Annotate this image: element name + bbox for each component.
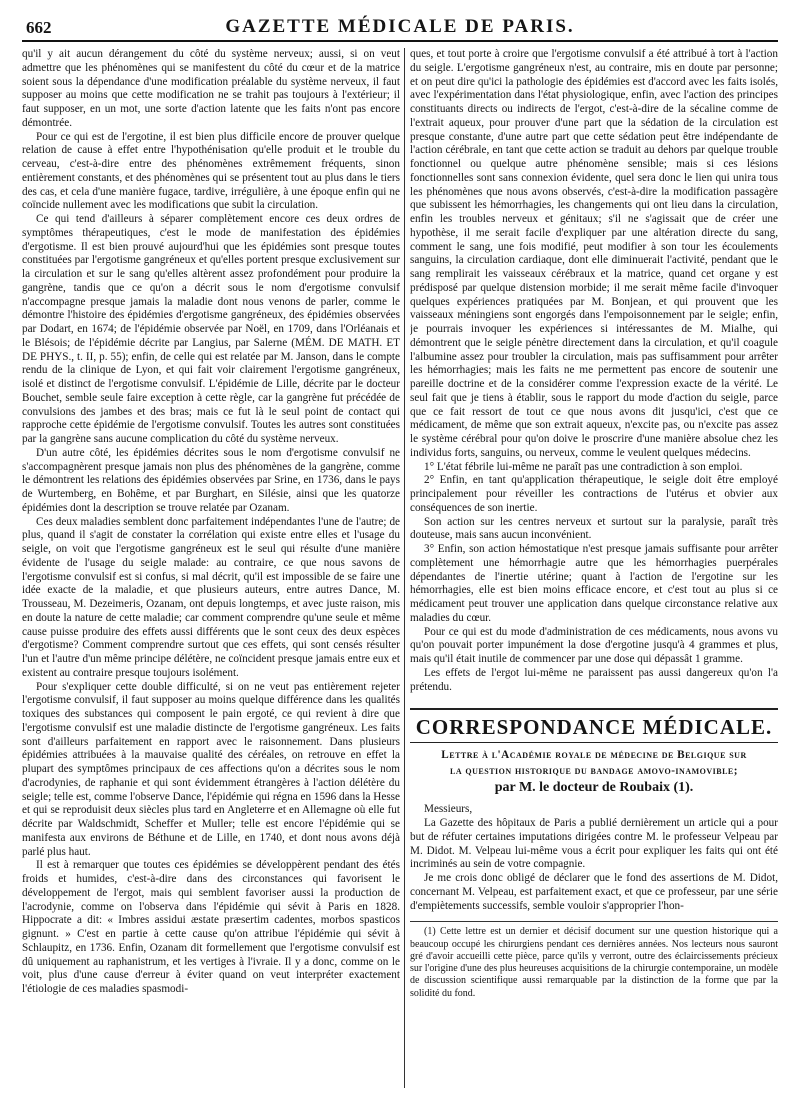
subtitle-line-2: la question historique du bandage amovo-inamovible;	[450, 765, 738, 778]
header-rule	[22, 40, 778, 42]
page-number: 662	[26, 18, 52, 37]
paragraph: Les effets de l'ergot lui-même ne paraissent pas aussi dangereux qu'on l'a prétendu.	[410, 666, 778, 693]
paragraph: Pour ce qui est de l'ergotine, il est bien plus difficile encore de prouver quelque relation de cause à effet entre l'hypothénisation qu'elle produit et le trouble du cerveau, c'est-à-dire entre des phénomènes extrêmement fréquents, sinon entièrement constants, et des phénomènes qui se présentent tout au plus dans le tiers des cas, et cela d'une manière fugace, tardive, irrégulière, à une époque enfin qui ne coïncide nullement avec les modifications que subit la circulation.	[22, 130, 400, 212]
paragraph: La Gazette des hôpitaux de Paris a publié dernièrement un article qui a pour but de réfuter certaines imputations dirigées contre M. le professeur Velpeau par M. Didot. M. Velpeau lui-même vous a écrit pour expliquer les faits qui ont été incriminés au sein de votre compagnie.	[410, 817, 778, 871]
paragraph: 3° Enfin, son action hémostatique n'est presque jamais suffisante pour arrêter complètement une hémorrhagie autre que les hémorrhagies puerpérales dépendantes de l'inertie utérine; quant à l'action de l'ergotine sur les hémorrhagies, elle est bien moins efficace encore, et c'est tout au plus si ce médicament peut trouver une application dans quelque circonstance relative aux maladies du cœur.	[410, 543, 778, 624]
right-column	[410, 48, 778, 1088]
paragraph: Ce qui tend d'ailleurs à séparer complètement encore ces deux ordres de symptômes thérapeutiques, c'est le mode de manifestation des épidémies d'ergotisme. Il est bien prouvé aujourd'hui que les épidémies sont presque toutes constituées par l'ergotisme gangréneux et qu'elles portent presque exclusivement sur la circulation et sur le sang qu'elles altèrent assez profondément pour produire la gangrène, tandis que ce qu'on a décrit sous le nom d'ergotisme convulsif n'accompagne presque jamais la maladie dont nous venons de parler, comme le démontre l'histoire des épidémies d'ergotisme gangréneux, des épidémies observées par Dodart, en 1674; de l'épidémie observée par Noël, en 1709, dans l'Orléanais et le Blésois; de l'épidémie décrite par Langius, par Salerne (MÉM. DE MATH. ET DE PHYS., t. II, p. 55); enfin, de celle qui est relatée par M. Janson, dans le compte rendu de la clinique de Lyon, et qui fait voir clairement l'ergotisme gangréneux, isolé et distinct de l'ergotisme convulsif. L'épidémie de Lille, décrite par le docteur Bouchet, semble seule faire exception à cette règle, car la gangrène fut précédée de convulsions des jambes et des bras; mais ce fut là le seul point de contact qui rapproche cette épidémie de l'ergotisme convulsif. Toutes les autres sont constituées par la gangrène sans aucune complication du côté du système nerveux.	[22, 213, 400, 445]
paragraph: Pour s'expliquer cette double difficulté, si on ne veut pas entièrement rejeter l'ergotisme convulsif, il faut supposer au moins quelque différence dans les qualités toxiques des substances qui composent le pain ergoté, ce qui revient à dire que l'ergotisme convulsif est une maladie distincte de l'ergotisme gangréneux. Les faits sont d'ailleurs parfaitement en rapport avec le raisonnement. Dans plusieurs épidémies attribuées à la mauvaise qualité des céréales, on retrouve en effet la plupart des symptômes principaux de ces affections qu'on a décrites sous le nom d'acrodynies, de raphanie et qui sont évidemment étrangères à l'action délétère du seigle; telle est, comme l'observe Dance, l'épidémie qui régna en 1596 dans la Hesse et qui se reproduisit deux siècles plus tard en Angleterre et en Allemagne où elle fut décrite par Waldschmidt, Scheffer et Muller; telle est encore l'épidémie qui se manifesta aux environs de Béthune et de Lille, en 1740, et dont nous avons déjà parlé plus haut.	[22, 680, 400, 858]
paragraph: Son action sur les centres nerveux et surtout sur la paralysie, paraît très douteuse, mais sans aucun inconvénient.	[410, 515, 778, 542]
footnote-rule	[410, 921, 778, 922]
paragraph: Il est à remarquer que toutes ces épidémies se développèrent pendant des étés froids et humides, c'est-à-dire dans des circonstances qui favorisent le développement de l'ergot, mais qui semblent favoriser aussi la production de l'acrodynie, comme on l'observa dans l'épidémie qui sévit à Paris en 1828. Hippocrate a dit: « Imbres assidui æstate præsertim cadentes, morbos spasticos gignunt. » C'est en partie à cette cause qu'on attribue l'épidémie qui sévit à Schlaupitz, en 1736. Enfin, Ozanam dit formellement que l'ergotisme convulsif est dû uniquement au raphanistrum, et les vertiges à l'ivraie. Il y a donc, comme on le voit, plus d'une cause d'erreur à éviter quand on veut interpréter exactement l'étiologie de ces maladies spasmodi-	[22, 859, 400, 995]
paragraph: ques, et tout porte à croire que l'ergotisme convulsif a été attribué à tort à l'action du seigle. L'ergotisme gangréneux n'est, au contraire, mis en doute par personne; et on peut dire qu'ici la pathologie des épidémies est d'accord avec les faits isolés, avec l'expérimentation dans l'état physiologique, enfin, avec l'action des principes constituants directs ou indirects de l'ergot, c'est-à-dire de la sécaline comme de l'extrait aqueux, pour prouver d'une part que la sédation de la circulation est presque constante, d'une autre part que cette sédation peut être indépendante de l'action cérébrale, en tant que cette action se traduit au dehors par quelque trouble fonctionnel ou quelque autre phénomène sensible; mais si ces lésions fonctionnelles sont sans connexion évidente, quel sera donc le lien qui unira tous les phénomènes que nous avons observés, c'est-à-dire la modification passagère que subissent les hémorrhagies, les changements qui ont lieu dans la circulation, enfin les troubles nerveux et génitaux; s'il ne s'agissait que de créer une hypothèse, il me serait facile d'expliquer par une altération directe du sang, comment le sang, une fois modifié, peut modifier à son tour les écoulements sanguins, la circulation cardiaque, dont elle diminuerait l'activité, pendant que le sang remplirait les vaisseaux cérébraux et la matrice, quand cet organe y est prédisposé par quelque distension morbide; il me serait même facile d'invoquer quelques expériences pratiquées par M. Bonjean, et qui prouvent que les vaisseaux méningiens sont engorgés dans l'empoisonnement par le seigle; enfin, je pourrais invoquer les expériences si intéressantes de M. Mialhe, qui démontrent que le seigle pénètre directement dans la circulation, et qu'il coagule l'albumine assez pour troubler la circulation, mais pas suffisamment pour arrêter les hémorrhagies; mais les faits ne me permettent pas encore de soutenir une pareille doctrine et de la considérer comme l'expression exacte de la vérité. Le seul fait que je tiens à établir, sous le rapport du mode d'action du seigle, parce que ce fait ressort de tout ce que nous avons dit jusqu'ici, c'est que ce médicament, de même que son extrait aqueux, n'excite pas, ou n'excite pas assez le système cérébral pour qu'on doive le proscrire d'une manière absolue chez les individus forts, sanguins, ou nerveux, comme le veulent quelques médecins.	[410, 48, 778, 459]
column-divider	[404, 48, 405, 1088]
paragraph: Ces deux maladies semblent donc parfaitement indépendantes l'une de l'autre; de plus, quand il s'agit de constater la corrélation qui existe entre elles et l'usage du seigle, on voit que l'ergotisme gangréneux est le seul qui résulte d'une manière évidente de l'usage du seigle malade: au contraire, ce que nous savons de l'ergotisme convulsif est si confus, si mal décrit, qu'il est impossible de se faire une idée exacte de la maladie, et que plusieurs auteurs, entre autres Dance, M. Trousseau, M. Dezeimeris, Ozanam, ont depuis longtemps, et avec juste raison, mis en doute la nature de cette maladie; car comment comprendre qu'une seule et même cause puisse produire des effets aussi différents que le sont ceux des deux espèces d'ergotisme? Comment comprendre surtout que ces effets, qui sont censés résulter l'un et l'autre d'un même principe délétère, ne coïncident presque jamais entre eux et existent au contraire presque toujours isolément.	[22, 515, 400, 679]
paragraph: qu'il y ait aucun dérangement du côté du système nerveux; aussi, si on veut admettre que les phénomènes qui se manifestent du côté du cœur et de la matrice soient sous la dépendance d'une modification préalable du système nerveux, il faut supposer au moins que cette modification ne se trahit pas toujours à l'extérieur; il faut supposer, en un mot, une sorte d'action latente que les faits n'ont pas encore démontrée.	[22, 48, 400, 129]
paragraph: Pour ce qui est du mode d'administration de ces médicaments, nous avons vu qu'on pouvait porter impunément la dose d'ergotine jusqu'à 4 grammes et plus, mais qu'il était inutile de commencer par une dose qui dépassât 1 gramme.	[410, 625, 778, 665]
paragraph: D'un autre côté, les épidémies décrites sous le nom d'ergotisme convulsif ne s'accompagnèrent presque jamais non plus des phénomènes de la gangrène, comme le démontrent les relations des épidémies observées par Srine, en 1736, dans le pays de Wurtemberg, en Bohême, et par Burghart, en Silésie, ainsi que les quatorze épidémies dont la description se trouve relatée par Ozanam.	[22, 446, 400, 514]
section-title: CORRESPONDANCE MÉDICALE.	[415, 715, 773, 740]
article-subtitle	[410, 747, 778, 779]
footnote: (1) Cette lettre est un dernier et décisif document sur une question historique qui a beaucoup occupé les chirurgiens pendant ces dernières années. Nos lecteurs nous sauront gré d'avoir accueilli cette pièce, parce qu'ils y verront, outre des éclaircissements précieux sur l'origine d'une des plus heureuses acquisitions de la chirurgie contemporaine, un modèle de discussion scientifique aussi remarquable par la distinction de la forme que par la solidité du fond.	[410, 926, 778, 999]
paragraph: 1° L'état fébrile lui-même ne paraît pas une contradiction à son emploi.	[424, 460, 743, 473]
running-title: GAZETTE MÉDICALE DE PARIS.	[225, 16, 575, 37]
left-column	[22, 48, 400, 1088]
page-header	[22, 12, 778, 42]
salutation: Messieurs,	[424, 803, 473, 816]
paragraph: 2° Enfin, en tant qu'application thérapeutique, le seigle doit être employé principalement pour réveiller les contractions de l'utérus et obvier aux conséquences de son inertie.	[410, 474, 778, 514]
paragraph: Je me crois donc obligé de déclarer que le fond des assertions de M. Didot, concernant M. Velpeau, est parfaitement exact, et que ce professeur, par une série d'empiètements successifs, semble vouloir s'approprier l'hon-	[410, 872, 778, 912]
article-byline: par M. le docteur de Roubaix (1).	[494, 780, 694, 796]
section-header	[410, 708, 778, 743]
subtitle-line-1: Lettre à l'Académie royale de médecine de Belgique sur	[441, 749, 747, 762]
